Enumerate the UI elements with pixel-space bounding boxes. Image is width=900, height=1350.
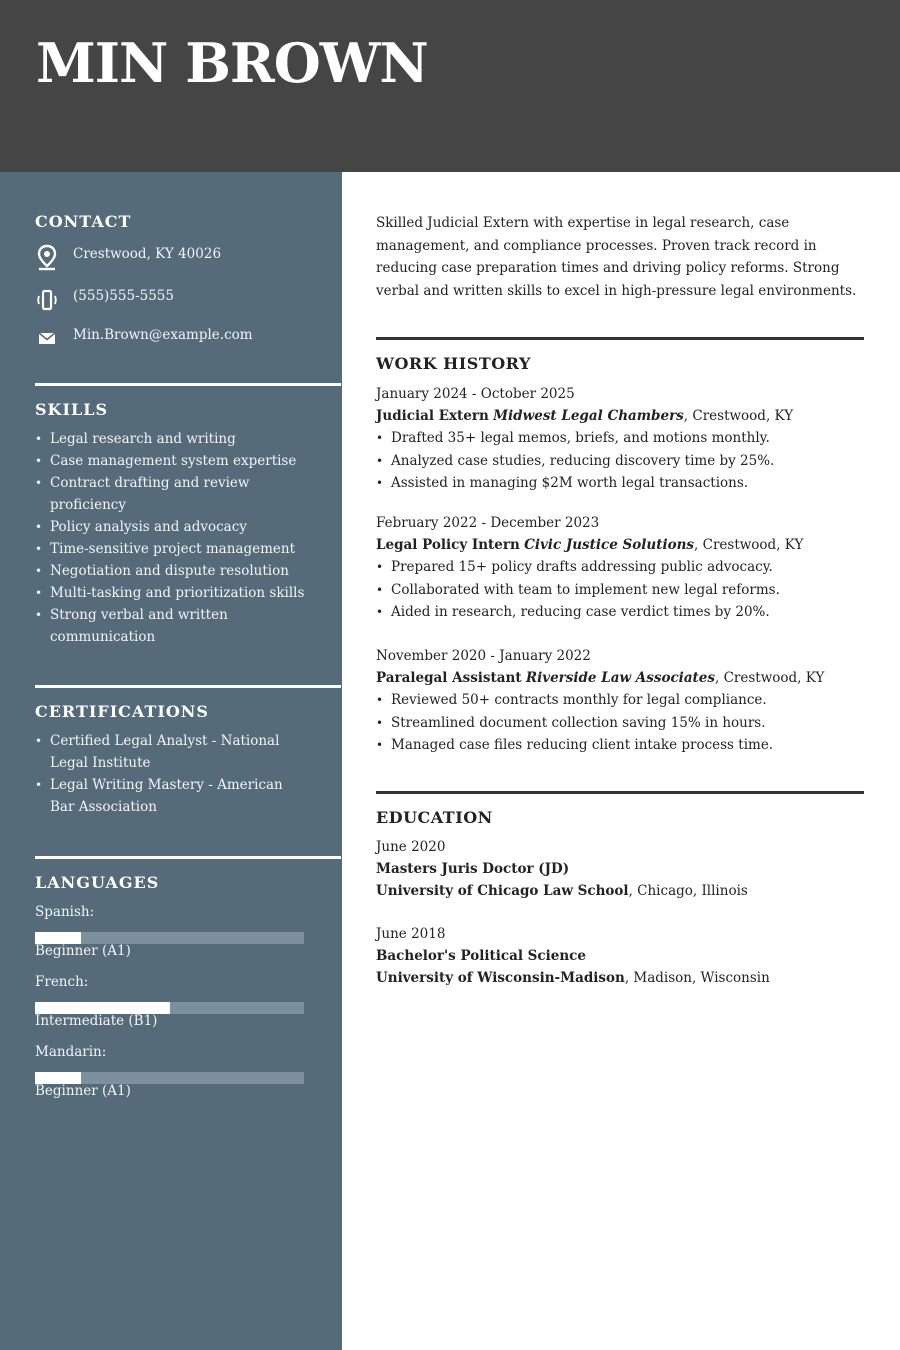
location-pin-icon — [35, 244, 59, 268]
job-entry — [376, 383, 864, 495]
job-entry — [376, 645, 864, 757]
education-date: June 2020 — [376, 839, 446, 855]
header-banner — [0, 0, 900, 172]
contact-address: Crestwood, KY 40026 — [73, 246, 222, 262]
contact-phone-row — [35, 286, 341, 312]
list-item: • Certified Legal Analyst - National Legal Institute — [35, 730, 305, 774]
list-item: • Case management system expertise — [35, 450, 305, 472]
job-role-line — [376, 405, 864, 427]
sidebar — [0, 172, 342, 1350]
job-entry — [376, 512, 864, 624]
job-dates: February 2022 - December 2023 — [376, 515, 600, 531]
list-item: • Multi-tasking and prioritization skills — [35, 582, 305, 604]
certifications-list — [35, 730, 305, 818]
divider — [35, 685, 341, 688]
languages-section — [35, 873, 341, 1113]
list-item: • Time-sensitive project management — [35, 538, 305, 560]
divider — [376, 791, 864, 794]
contact-phone: (555)555-5555 — [73, 288, 174, 304]
language-name: Mandarin: — [35, 1044, 107, 1060]
education-school-line — [376, 967, 864, 989]
job-title: Judicial Extern — [376, 408, 489, 424]
education-school-line — [376, 880, 864, 902]
list-item: • Legal research and writing — [35, 428, 305, 450]
contact-title: CONTACT — [35, 212, 132, 231]
education-location: , Madison, Wisconsin — [624, 970, 770, 986]
phone-icon — [35, 288, 59, 312]
envelope-icon — [35, 330, 59, 354]
job-location: , Crestwood, KY — [683, 408, 794, 424]
job-dates: January 2024 - October 2025 — [376, 386, 575, 402]
job-bullets — [376, 556, 864, 624]
job-title: Paralegal Assistant — [376, 670, 522, 686]
contact-email-row — [35, 325, 341, 351]
list-item: • Reviewed 50+ contracts monthly for legal compliance. — [376, 689, 864, 712]
certifications-section — [35, 702, 341, 818]
job-role-line — [376, 667, 864, 689]
languages-title: LANGUAGES — [35, 873, 160, 892]
list-item: • Assisted in managing $2M worth legal transactions. — [376, 472, 864, 495]
education-title: EDUCATION — [376, 808, 493, 827]
job-company: Midwest Legal Chambers — [493, 408, 684, 424]
contact-email[interactable]: Min.Brown@example.com — [73, 327, 253, 343]
language-level: Beginner (A1) — [35, 1083, 131, 1099]
job-company: Civic Justice Solutions — [524, 537, 695, 553]
education-entry — [376, 923, 864, 989]
skills-list — [35, 428, 305, 648]
list-item: • Prepared 15+ policy drafts addressing public advocacy. — [376, 556, 864, 579]
list-item: • Policy analysis and advocacy — [35, 516, 305, 538]
contact-section — [35, 212, 341, 231]
job-dates: November 2020 - January 2022 — [376, 648, 591, 664]
job-bullets — [376, 689, 864, 757]
contact-address-row — [35, 244, 341, 272]
education-degree: Masters Juris Doctor (JD) — [376, 861, 570, 877]
candidate-name: MIN BROWN — [36, 31, 428, 95]
work-history-title: WORK HISTORY — [376, 354, 531, 373]
job-company: Riverside Law Associates — [525, 670, 715, 686]
list-item: • Strong verbal and written communication — [35, 604, 305, 648]
education-entry — [376, 836, 864, 902]
job-title: Legal Policy Intern — [376, 537, 520, 553]
job-location: , Crestwood, KY — [715, 670, 825, 686]
skills-title: SKILLS — [35, 400, 108, 419]
job-bullets — [376, 427, 864, 495]
language-level: Intermediate (B1) — [35, 1013, 158, 1029]
list-item: • Drafted 35+ legal memos, briefs, and motions monthly. — [376, 427, 864, 450]
list-item: • Negotiation and dispute resolution — [35, 560, 305, 582]
list-item: • Aided in research, reducing case verdict times by 20%. — [376, 601, 864, 624]
education-date: June 2018 — [376, 926, 446, 942]
education-degree: Bachelor's Political Science — [376, 948, 586, 964]
education-school: University of Wisconsin-Madison — [376, 970, 625, 986]
job-role-line — [376, 534, 864, 556]
language-level: Beginner (A1) — [35, 943, 131, 959]
professional-summary: Skilled Judicial Extern with expertise in legal research, case management, and compliance processes. Proven track record in reducing case preparation times and driving policy reforms. Strong verbal and written skills to excel in high-pressure legal environments. — [376, 215, 857, 299]
education-location: , Chicago, Illinois — [628, 883, 748, 899]
job-location: , Crestwood, KY — [694, 537, 804, 553]
divider — [35, 856, 341, 859]
language-name: French: — [35, 974, 89, 990]
list-item: • Analyzed case studies, reducing discovery time by 25%. — [376, 450, 864, 473]
divider — [376, 337, 864, 340]
list-item: • Legal Writing Mastery - American Bar Association — [35, 774, 305, 818]
list-item: • Collaborated with team to implement new legal reforms. — [376, 579, 864, 602]
list-item: • Managed case files reducing client intake process time. — [376, 734, 864, 757]
skills-section — [35, 400, 341, 648]
divider — [35, 383, 341, 386]
language-name: Spanish: — [35, 904, 95, 920]
education-school: University of Chicago Law School — [376, 883, 629, 899]
certifications-title: CERTIFICATIONS — [35, 702, 209, 721]
list-item: • Streamlined document collection saving 15% in hours. — [376, 712, 864, 735]
list-item: • Contract drafting and review proficiency — [35, 472, 305, 516]
